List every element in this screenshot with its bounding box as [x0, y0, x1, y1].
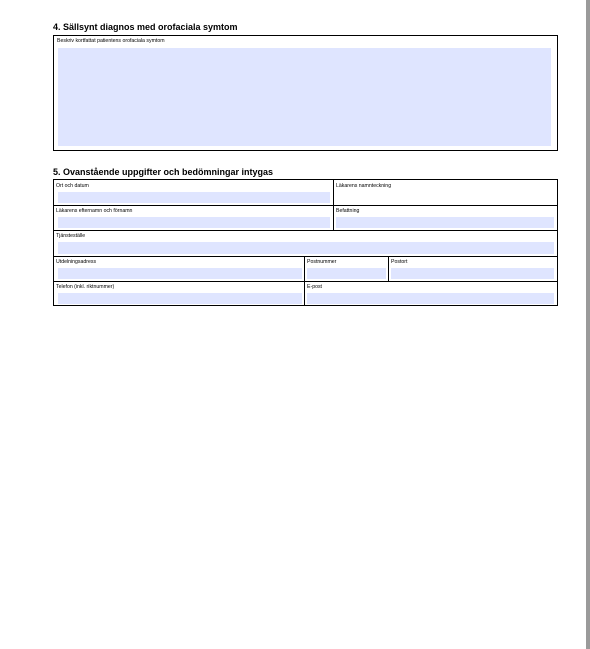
- ort-datum-label: Ort och datum: [56, 183, 89, 189]
- attestation-table: [53, 179, 558, 306]
- page-edge: [586, 0, 590, 649]
- telefon-label: Telefon (inkl. riktnummer): [56, 284, 115, 290]
- symptoms-label: Beskriv kortfattat patientens orofaciala symtom: [57, 38, 165, 44]
- column-divider: [388, 256, 389, 281]
- section-4-title: 4. Sällsynt diagnos med orofaciala symtom: [53, 22, 238, 32]
- symptoms-box: [53, 35, 558, 151]
- telefon-input[interactable]: [58, 293, 302, 304]
- befattning-label: Befattning: [336, 208, 360, 214]
- postort-label: Postort: [391, 259, 408, 265]
- namn-label: Läkarens efternamn och förnamn: [56, 208, 133, 214]
- column-divider: [333, 180, 334, 230]
- tjanstestalle-label: Tjänsteställe: [56, 233, 86, 239]
- ort-datum-input[interactable]: [58, 192, 330, 203]
- signature-area[interactable]: [336, 192, 554, 203]
- befattning-input[interactable]: [336, 217, 554, 228]
- symptoms-textarea[interactable]: [58, 48, 551, 146]
- column-divider: [304, 256, 305, 306]
- postnummer-label: Postnummer: [307, 259, 337, 265]
- tjanstestalle-input[interactable]: [58, 242, 554, 254]
- namn-input[interactable]: [58, 217, 330, 228]
- epost-input[interactable]: [307, 293, 554, 304]
- section-5-title: 5. Ovanstående uppgifter och bedömningar intygas: [53, 167, 274, 177]
- utdelningsadress-label: Utdelningsadress: [56, 259, 97, 265]
- namnteckning-label: Läkarens namnteckning: [336, 183, 392, 189]
- utdelningsadress-input[interactable]: [58, 268, 302, 279]
- row-divider: [54, 256, 557, 257]
- row-divider: [54, 230, 557, 231]
- postort-input[interactable]: [391, 268, 554, 279]
- postnummer-input[interactable]: [307, 268, 386, 279]
- row-divider: [54, 281, 557, 282]
- row-divider: [54, 205, 557, 206]
- epost-label: E-post: [307, 284, 322, 290]
